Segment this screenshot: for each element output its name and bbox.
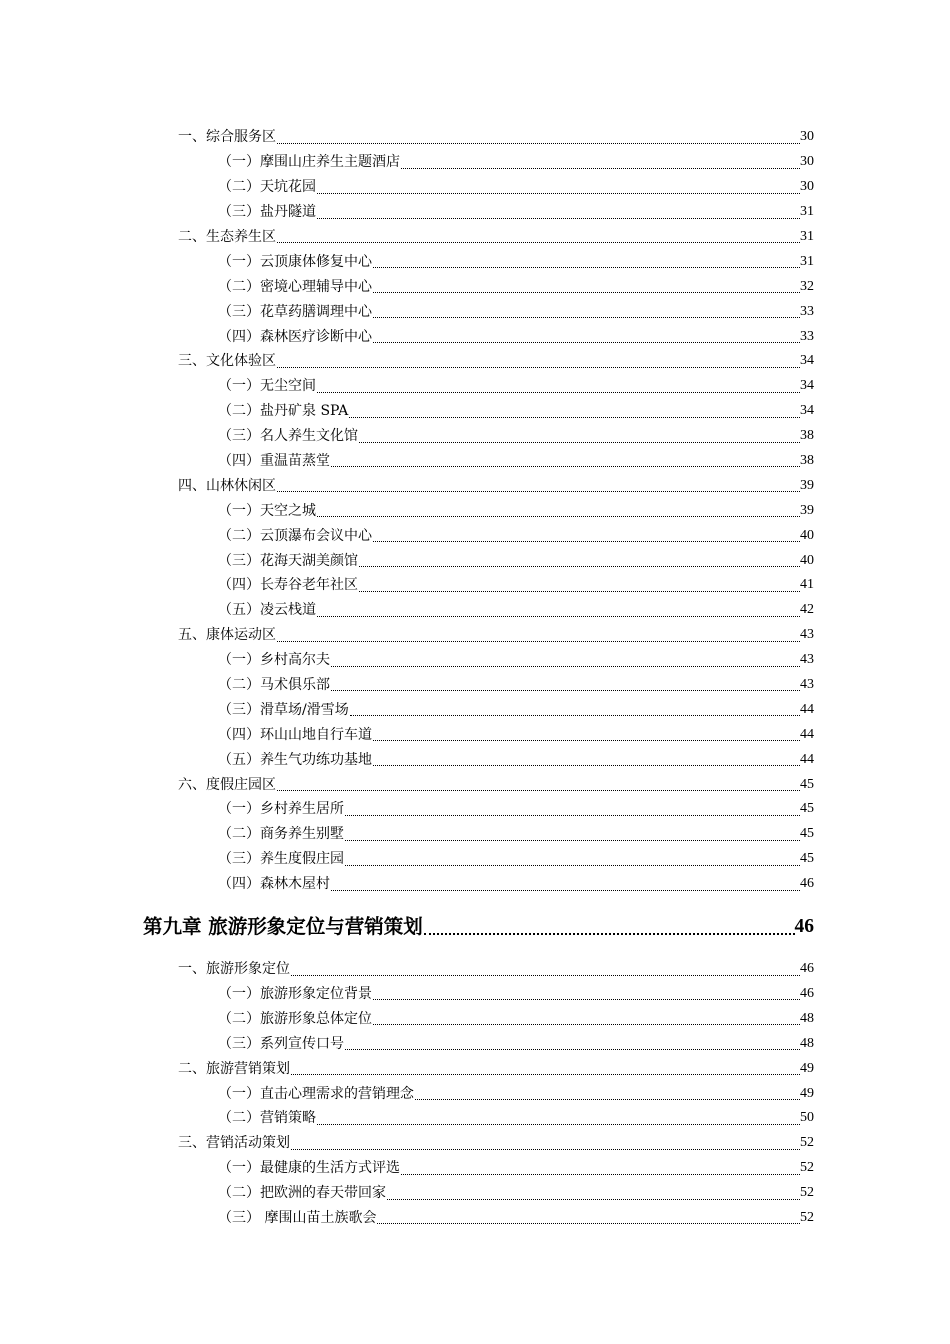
toc-entry-page-number: 50 (800, 1110, 814, 1126)
toc-entry-page-number: 31 (800, 253, 814, 269)
toc-subsection-entry[interactable] (218, 872, 814, 897)
toc-entry-page-number: 43 (800, 627, 814, 643)
dot-leader (277, 772, 800, 791)
toc-subsection-entry[interactable] (218, 249, 814, 274)
toc-subsection-entry[interactable] (218, 399, 814, 424)
toc-entry-label: （二）旅游形象总体定位 (218, 1010, 372, 1027)
toc-subsection-entry[interactable] (218, 374, 814, 399)
dot-leader (317, 1106, 800, 1125)
toc-entry-label: （二）密境心理辅导中心 (218, 278, 372, 295)
dot-leader (373, 274, 800, 293)
toc-entry-label: （四）重温苗蒸堂 (218, 453, 330, 470)
toc-entry-page-number: 40 (800, 527, 814, 543)
toc-entry-label: （五）凌云栈道 (218, 602, 316, 619)
toc-entry-page-number: 46 (800, 876, 814, 892)
dot-leader (317, 598, 800, 617)
toc-subsection-entry[interactable] (218, 822, 814, 847)
toc-entry-label: （二）营销策略 (218, 1110, 316, 1127)
dot-leader (345, 822, 800, 841)
toc-entry-label: 三、文化体验区 (178, 353, 276, 370)
dot-leader (291, 957, 800, 976)
dot-leader (277, 623, 800, 642)
toc-entry-label: （四）长寿谷老年社区 (218, 577, 358, 594)
dot-leader (359, 573, 800, 592)
dot-leader (345, 847, 800, 866)
toc-subsection-entry[interactable] (218, 697, 814, 722)
toc-entry-page-number: 30 (800, 179, 814, 195)
toc-entry-page-number: 30 (800, 129, 814, 145)
toc-entry-label: （二）把欧洲的春天带回家 (218, 1185, 386, 1202)
toc-entry-label: （二）马术俱乐部 (218, 677, 330, 694)
toc-subsection-entry[interactable] (218, 747, 814, 772)
toc-entry-label: （一）旅游形象定位背景 (218, 985, 372, 1002)
toc-section-entry[interactable] (178, 772, 814, 797)
toc-subsection-entry[interactable] (218, 982, 814, 1007)
toc-entry-page-number: 32 (800, 278, 814, 294)
toc-entry-label: （二）盐丹矿泉 SPA (218, 403, 349, 420)
toc-subsection-entry[interactable] (218, 1006, 814, 1031)
dot-leader (373, 747, 800, 766)
toc-entry-label: （三）养生度假庄园 (218, 851, 344, 868)
dot-leader (373, 523, 800, 542)
toc-entry-page-number: 49 (800, 1085, 814, 1101)
toc-entry-label: 一、旅游形象定位 (178, 961, 290, 978)
toc-subsection-entry[interactable] (218, 648, 814, 673)
dot-leader (277, 224, 800, 243)
dot-leader (424, 915, 795, 935)
toc-subsection-entry[interactable] (218, 324, 814, 349)
toc-entry-page-number: 34 (800, 378, 814, 394)
toc-entry-page-number: 44 (800, 726, 814, 742)
toc-subsection-entry[interactable] (218, 424, 814, 449)
dot-leader (317, 498, 800, 517)
toc-entry-page-number: 31 (800, 204, 814, 220)
toc-section-entry[interactable] (178, 125, 814, 150)
toc-subsection-entry[interactable] (218, 274, 814, 299)
toc-entry-page-number: 48 (800, 1035, 814, 1051)
toc-entry-label: （三）系列宣传口号 (218, 1035, 344, 1052)
toc-subsection-entry[interactable] (218, 1081, 814, 1106)
toc-entry-label: （二）云顶瀑布会议中心 (218, 527, 372, 544)
dot-leader (387, 1181, 800, 1200)
toc-entry-page-number: 52 (800, 1160, 814, 1176)
dot-leader (277, 125, 800, 144)
toc-section-entry[interactable] (178, 473, 814, 498)
toc-entry-page-number: 31 (800, 229, 814, 244)
dot-leader (373, 981, 800, 1000)
toc-entry-label: （四）环山山地自行车道 (218, 726, 372, 743)
dot-leader (331, 448, 800, 467)
toc-entry-label: 六、度假庄园区 (178, 776, 276, 793)
dot-leader (345, 1031, 800, 1050)
toc-entry-label: （一）摩围山庄养生主题酒店 (218, 154, 400, 171)
toc-section-before (0, 125, 950, 897)
dot-leader (359, 424, 800, 443)
toc-subsection-entry[interactable] (218, 1206, 814, 1231)
dot-leader (373, 249, 800, 268)
toc-subsection-entry[interactable] (218, 1031, 814, 1056)
toc-entry-page-number: 42 (800, 602, 814, 618)
dot-leader (401, 1156, 800, 1175)
toc-entry-page-number: 48 (800, 1010, 814, 1026)
dot-leader (349, 399, 800, 418)
toc-entry-label: （三） 摩围山苗土族歌会 (218, 1209, 377, 1226)
dot-leader (317, 175, 800, 194)
toc-entry-label: （五）养生气功练功基地 (218, 751, 372, 768)
toc-subsection-entry[interactable] (218, 573, 814, 598)
toc-section-after (0, 957, 950, 1231)
toc-subsection-entry[interactable] (218, 200, 814, 225)
toc-entry-page-number: 30 (800, 154, 814, 170)
toc-entry-label: （三）盐丹隧道 (218, 204, 316, 221)
toc-section-entry[interactable] (178, 1056, 814, 1081)
dot-leader (373, 324, 800, 343)
toc-entry-page-number: 34 (800, 403, 814, 419)
toc-section-entry[interactable] (178, 1131, 814, 1156)
toc-entry-label: （三）花海天湖美颜馆 (218, 552, 358, 569)
toc-entry-page-number: 52 (800, 1135, 814, 1151)
toc-entry-page-number: 41 (800, 577, 814, 593)
toc-entry-page-number: 43 (800, 652, 814, 668)
dot-leader (415, 1081, 800, 1100)
toc-entry-page-number: 39 (800, 502, 814, 518)
dot-leader (331, 672, 800, 691)
toc-entry-page-number: 46 (800, 985, 814, 1001)
toc-entry-label: （一）云顶康体修复中心 (218, 253, 372, 270)
toc-subsection-entry[interactable] (218, 1156, 814, 1181)
toc-entry-page-number: 39 (800, 477, 814, 493)
toc-entry-page-number: 38 (800, 453, 814, 469)
chapter-title: 第九章 旅游形象定位与营销策划 (143, 914, 423, 938)
toc-subsection-entry[interactable] (218, 847, 814, 872)
dot-leader (373, 722, 800, 741)
toc-entry-page-number: 38 (800, 428, 814, 444)
toc-entry-label: （一）最健康的生活方式评选 (218, 1160, 400, 1177)
toc-subsection-entry[interactable] (218, 523, 814, 548)
toc-entry-label: （一）乡村养生居所 (218, 801, 344, 818)
toc-entry-label: （二）商务养生别墅 (218, 826, 344, 843)
toc-entry-label: 四、山林休闲区 (178, 477, 276, 494)
toc-entry-label: 一、综合服务区 (178, 129, 276, 146)
toc-subsection-entry[interactable] (218, 598, 814, 623)
table-of-contents (0, 125, 950, 1230)
toc-entry-label: （四）森林医疗诊断中心 (218, 328, 372, 345)
toc-entry-page-number: 45 (800, 776, 814, 792)
dot-leader (291, 1056, 800, 1075)
toc-entry-label: （一）乡村高尔夫 (218, 652, 330, 669)
toc-entry-label: 五、康体运动区 (178, 627, 276, 644)
dot-leader (377, 1205, 800, 1224)
dot-leader (317, 374, 800, 393)
toc-subsection-entry[interactable] (218, 175, 814, 200)
toc-entry-label: （三）花草药膳调理中心 (218, 303, 372, 320)
dot-leader (373, 299, 800, 318)
toc-entry-label: （三）名人养生文化馆 (218, 428, 358, 445)
toc-subsection-entry[interactable] (218, 150, 814, 175)
toc-subsection-entry[interactable] (218, 673, 814, 698)
toc-entry-label: （四）森林木屋村 (218, 876, 330, 893)
dot-leader (359, 548, 800, 567)
toc-entry-page-number: 44 (800, 751, 814, 767)
toc-subsection-entry[interactable] (218, 299, 814, 324)
toc-entry-label: （一）直击心理需求的营销理念 (218, 1085, 414, 1102)
toc-entry-page-number: 44 (800, 701, 814, 717)
toc-section-entry[interactable] (178, 623, 814, 648)
dot-leader (350, 697, 800, 716)
toc-entry-page-number: 40 (800, 552, 814, 568)
toc-section-entry[interactable] (178, 225, 814, 250)
dot-leader (291, 1131, 800, 1150)
toc-entry-page-number: 46 (800, 961, 814, 977)
dot-leader (331, 648, 800, 667)
dot-leader (331, 872, 800, 891)
toc-entry-label: （三）滑草场/滑雪场 (218, 701, 349, 718)
toc-entry-label: （二）天坑花园 (218, 179, 316, 196)
dot-leader (345, 797, 800, 816)
toc-subsection-entry[interactable] (218, 548, 814, 573)
toc-entry-page-number: 45 (800, 801, 814, 817)
toc-entry-page-number: 33 (800, 328, 814, 344)
toc-entry-page-number: 52 (800, 1209, 814, 1225)
toc-entry-page-number: 34 (800, 353, 814, 369)
toc-entry-label: 三、营销活动策划 (178, 1135, 290, 1152)
toc-subsection-entry[interactable] (218, 1181, 814, 1206)
toc-section-entry[interactable] (178, 957, 814, 982)
toc-entry-page-number: 33 (800, 303, 814, 319)
dot-leader (317, 200, 800, 219)
toc-subsection-entry[interactable] (218, 797, 814, 822)
toc-entry-label: （一）无尘空间 (218, 378, 316, 395)
toc-entry-label: （一）天空之城 (218, 502, 316, 519)
toc-entry-label: 二、生态养生区 (178, 229, 276, 245)
toc-subsection-entry[interactable] (218, 722, 814, 747)
toc-subsection-entry[interactable] (218, 1106, 814, 1131)
dot-leader (277, 473, 800, 492)
dot-leader (401, 150, 800, 169)
dot-leader (277, 349, 800, 368)
toc-entry-page-number: 49 (800, 1060, 814, 1076)
toc-entry-page-number: 52 (800, 1185, 814, 1201)
toc-entry-page-number: 43 (800, 677, 814, 693)
toc-subsection-entry[interactable] (218, 449, 814, 474)
toc-entry-label: 二、旅游营销策划 (178, 1060, 290, 1077)
toc-chapter-heading[interactable] (143, 897, 814, 957)
toc-entry-page-number: 45 (800, 851, 814, 867)
chapter-page-number: 46 (794, 915, 814, 937)
toc-section-entry[interactable] (178, 349, 814, 374)
toc-subsection-entry[interactable] (218, 498, 814, 523)
dot-leader (373, 1006, 800, 1025)
toc-entry-page-number: 45 (800, 826, 814, 842)
